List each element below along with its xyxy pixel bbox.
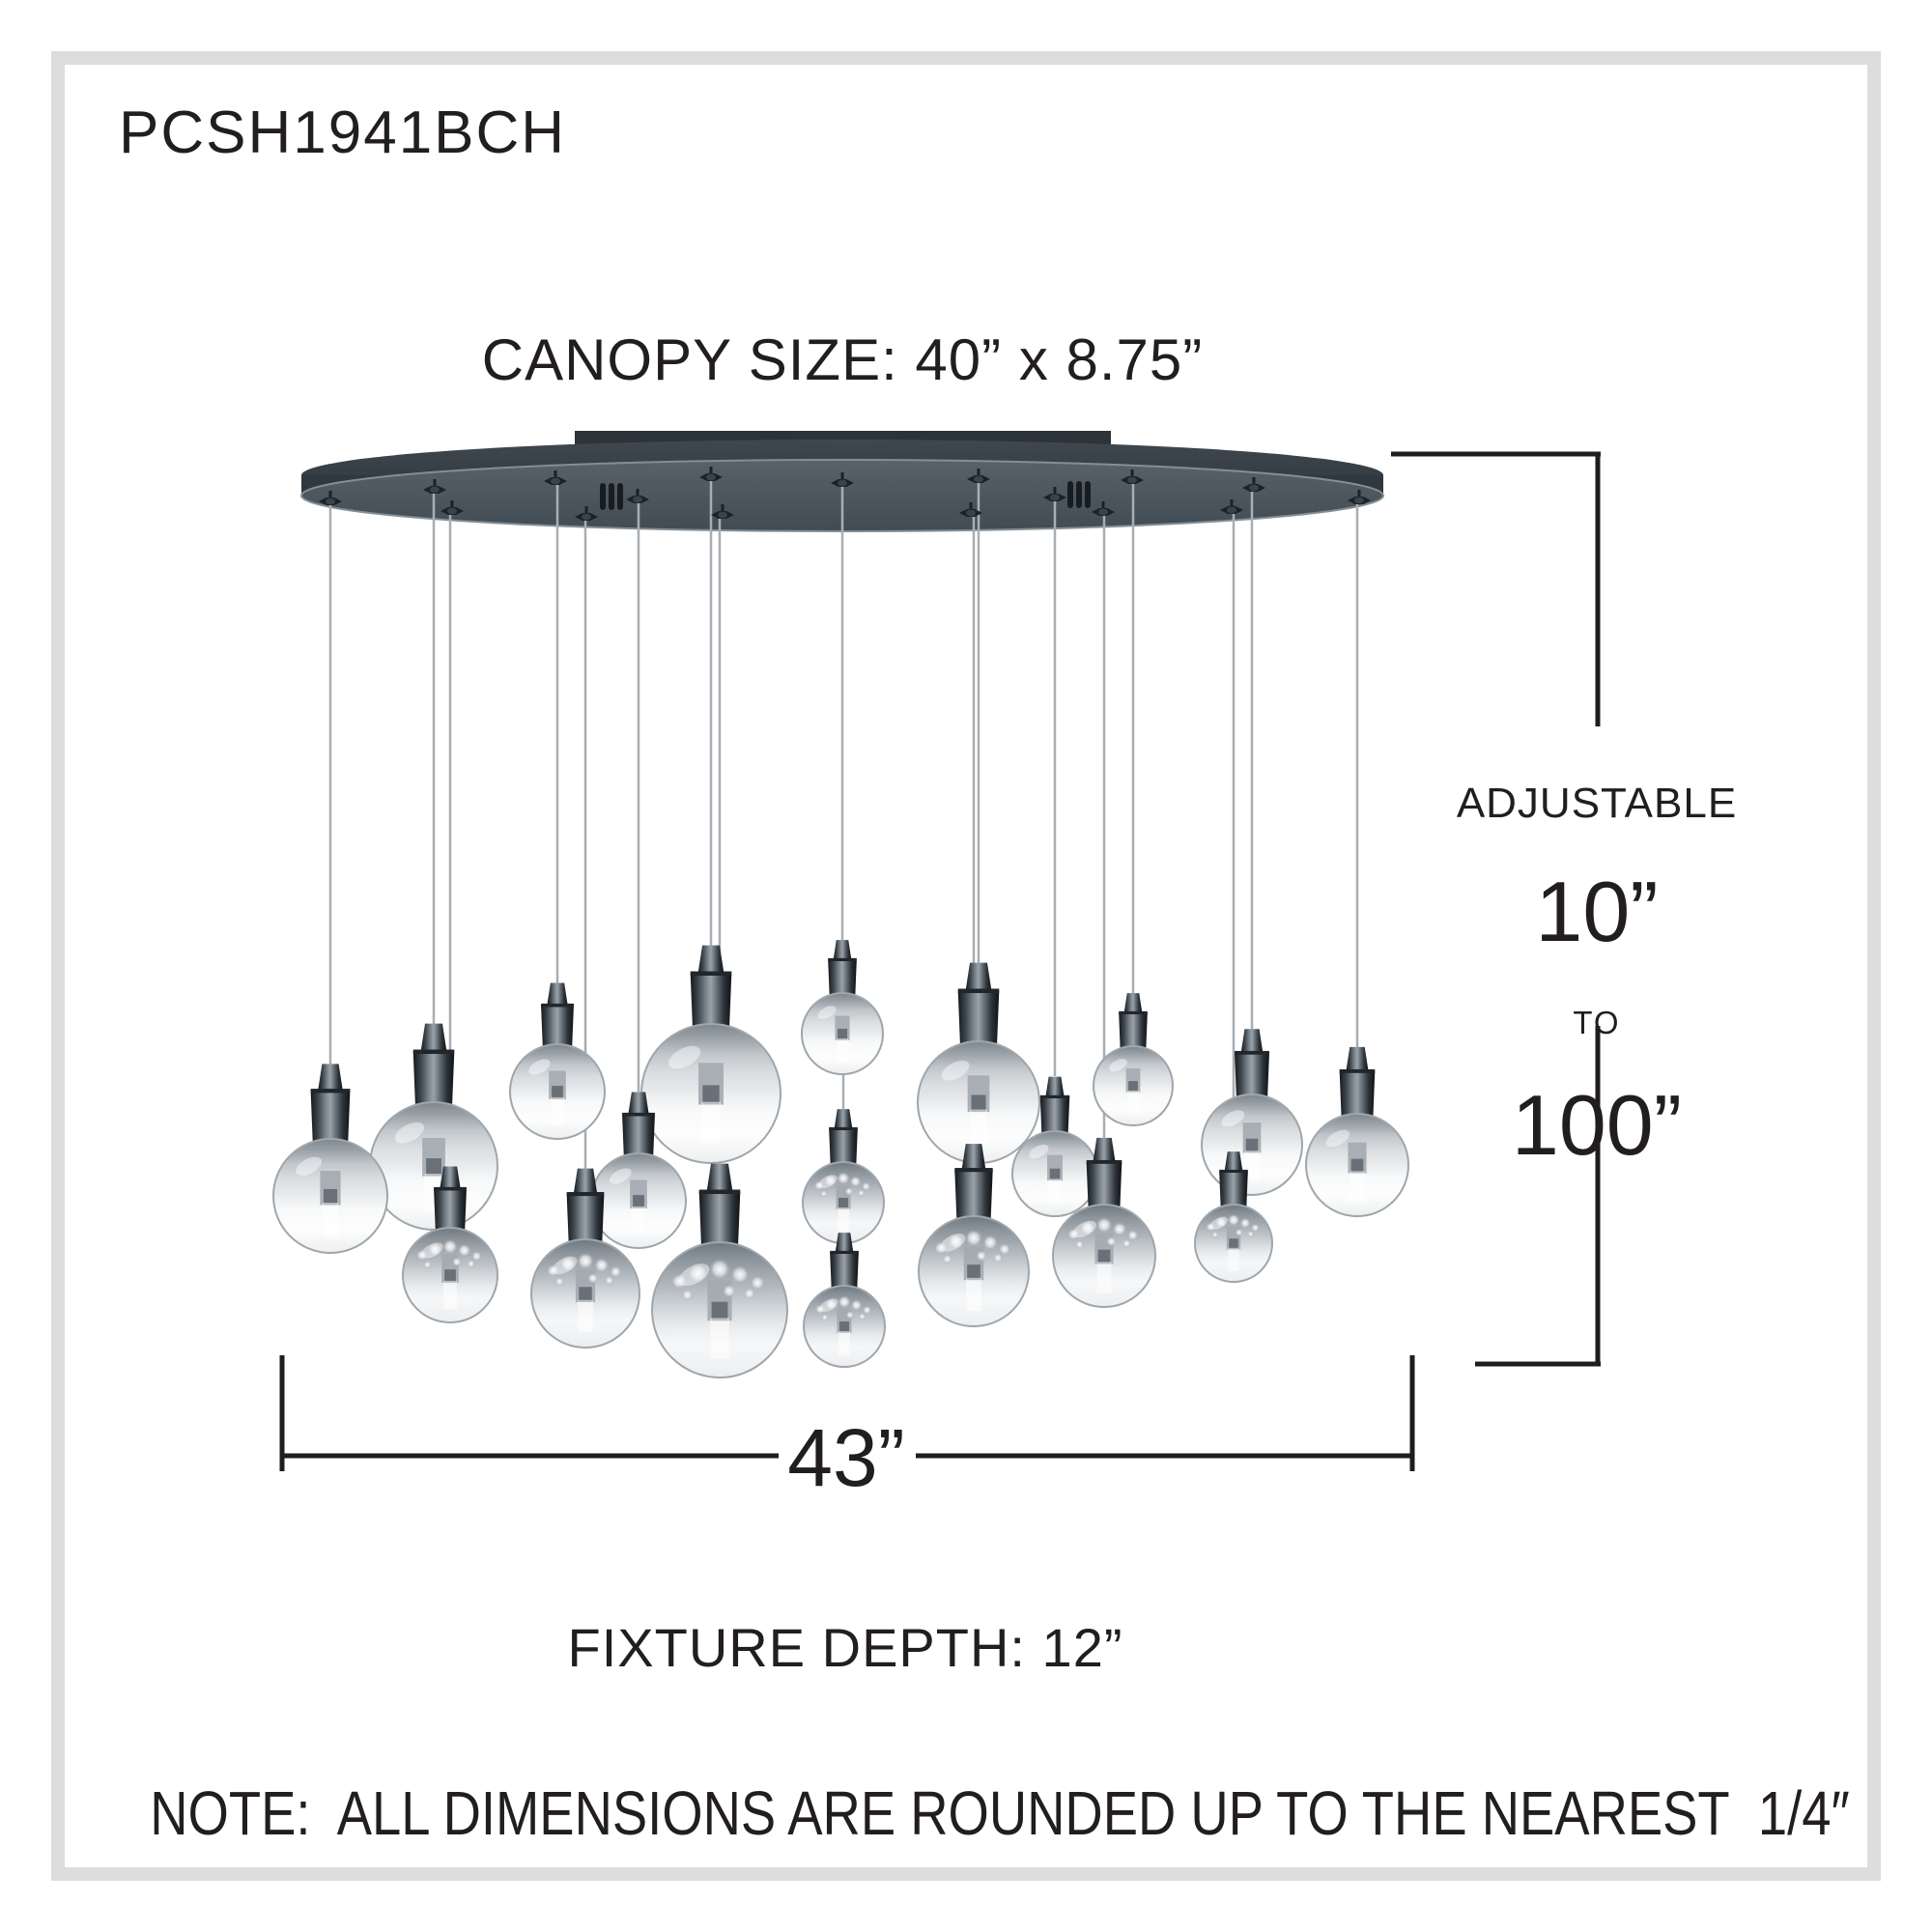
pendant-globe [1306,1047,1408,1216]
canopy-vent-icon [1067,481,1091,508]
fixture-depth-label: FIXTURE DEPTH: 12” [567,1617,1123,1678]
pendant-socket [958,963,1000,1045]
pendant-socket [311,1064,351,1143]
pendant-socket [1040,1077,1069,1136]
adjustable-to-label: TO [1573,1005,1621,1040]
pendant-globe [1202,1029,1302,1195]
dimensions-note [0,1777,1932,1849]
pendant-socket [1119,993,1148,1050]
pendant-globe [1094,993,1173,1125]
adjustable-height-callout [1404,752,1790,1183]
fixture-width-value: 43” [787,1412,905,1503]
pendant-globe [804,1233,885,1367]
pendant-globe [510,983,605,1139]
adjustable-max-value: 100” [1511,1077,1683,1173]
pendant-socket [699,1164,741,1246]
pendant-globe [370,1024,497,1230]
pendant-socket [541,983,574,1049]
adjustable-label: ADJUSTABLE [1456,780,1738,827]
pendant-globe [273,1064,387,1253]
pendant-socket [1340,1047,1376,1118]
pendant-globe [918,963,1039,1163]
canopy-size-label: CANOPY SIZE: 40” x 8.75” [481,327,1204,392]
pendant-globe [803,1109,884,1243]
pendant-socket [828,940,857,997]
model-number: PCSH1941BCH [119,99,567,166]
pendant-socket [691,946,732,1028]
pendant-socket [1235,1029,1269,1098]
dimensions-note-text: NOTE: ALL DIMENSIONS ARE ROUNDED UP TO THE NEAREST 1/4″ [150,1778,1850,1848]
pendant-socket [1087,1138,1122,1208]
pendant-socket [829,1109,858,1166]
pendant-globe [802,940,883,1074]
pendant-socket [413,1024,455,1106]
pendant-globe [641,946,781,1163]
pendant-layer [273,940,1408,1378]
adjustable-min-value: 10” [1535,864,1659,959]
canopy-vent-icon [600,483,623,510]
